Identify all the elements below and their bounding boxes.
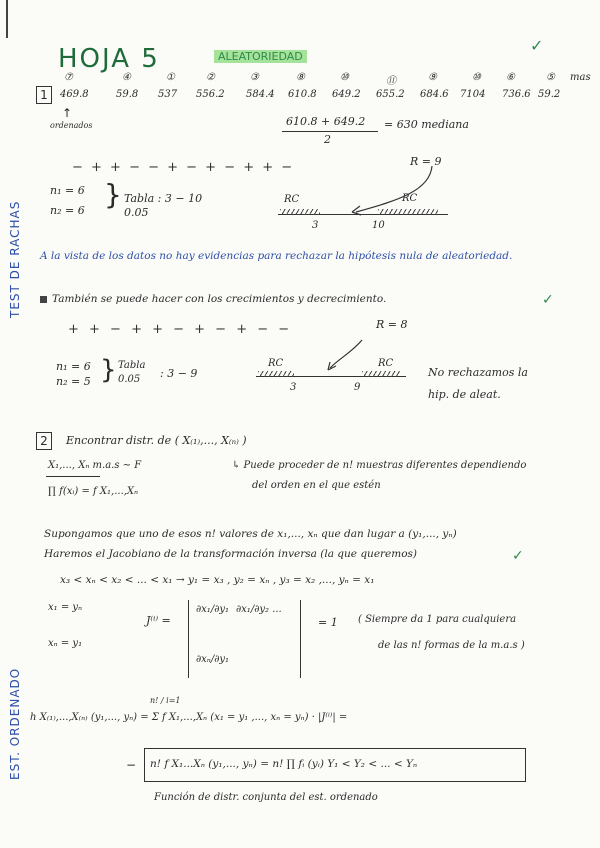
rank-label: ① (166, 72, 175, 83)
table-value: Tabla : 3 − 10 (124, 192, 203, 205)
jacobian-value: = 1 (318, 616, 338, 629)
result-caption: Función de distr. conjunta del est. ordenado (154, 792, 378, 803)
data-value: 556.2 (196, 89, 225, 100)
sample-line: X₁,..., Xₙ m.a.s ∼ F (48, 460, 142, 471)
axis-left-value: 3 (312, 220, 319, 231)
table-value-2: Tabla (118, 360, 146, 371)
data-value: 684.6 (420, 89, 449, 100)
intro-crecimientos: También se puede hacer con los crecimientos y decrecimiento. (52, 293, 387, 305)
para-line-1: Supongamos que uno de esos n! valores de x₁,..., xₙ que dan lugar a (y₁,..., yₙ) (44, 528, 457, 540)
rank-label: ④ (122, 72, 131, 83)
jacobian-right-bar (300, 600, 301, 678)
n1-value: n₁ = 6 (50, 184, 85, 197)
median-denominator: 2 (324, 133, 331, 146)
n2-value: n₂ = 6 (50, 204, 85, 217)
brace: } (104, 178, 122, 211)
rc-right-label: RC (402, 193, 418, 204)
arrow-up-icon: ↑ (62, 106, 73, 120)
sign-sequence-2: + + − + + − + − + − − (68, 322, 293, 337)
n2-value-2: n₂ = 5 (56, 375, 91, 388)
map-1: x₁ = yₙ (48, 602, 83, 613)
runs-count: R = 9 (410, 155, 442, 168)
rc-right-label-2: RC (378, 358, 394, 369)
jacobian-entry-11: ∂x₁/∂y₁ (196, 604, 230, 615)
runs-count-2: R = 8 (376, 318, 408, 331)
topic-highlight: ALEATORIEDAD (214, 50, 307, 63)
map-2: xₙ = y₁ (48, 638, 83, 649)
data-value: 649.2 (332, 89, 361, 100)
median-result: = 630 mediana (384, 118, 469, 131)
rank-label: ⑦ (64, 72, 73, 83)
page-title: HOJA 5 (58, 44, 160, 74)
data-value: 584.4 (246, 89, 275, 100)
jacobian-label: J⁽ⁱ⁾ = (146, 614, 171, 627)
h-formula: h X₍₁₎,...,X₍ₙ₎ (y₁,..., yₙ) = Σ f X₁,...,Xₙ (x₁ = y₁ ,..., xₙ = yₙ) · |J⁽ⁱ⁾| = (30, 712, 348, 723)
section2-heading: Encontrar distr. de ( X₍₁₎,..., X₍ₙ₎ ) (66, 434, 247, 447)
jacobian-left-bar (188, 600, 189, 678)
axis-left-value-2: 3 (290, 382, 297, 393)
data-value: 59.8 (116, 89, 139, 100)
ordered-label: ordenados (50, 121, 93, 130)
rank-label: ⑩ (472, 72, 481, 83)
transform-line: x₃ < xₙ < x₂ < ... < x₁ → y₁ = x₃ , y₂ = xₙ , y₃ = x₂ ,..., yₙ = x₁ (60, 574, 375, 586)
data-value: 610.8 (288, 89, 317, 100)
axis-right-value-2: 9 (354, 382, 361, 393)
data-value: 736.6 (502, 89, 531, 100)
rc-left-hatch-2 (258, 371, 294, 377)
conclusion-2b: hip. de aleat. (428, 388, 501, 401)
interval-2: : 3 − 9 (160, 367, 198, 380)
jacobian-note-2: de las n! formas de la m.a.s ) (378, 640, 525, 651)
jacobian-entry-12: ∂x₁/∂y₂ ... (236, 604, 282, 615)
conclusion-1: A la vista de los datos no hay evidencias para rechazar la hipótesis nula de aleatoriedad. (40, 250, 513, 262)
conclusion-2a: No rechazamos la (428, 366, 528, 379)
rc-left-label: RC (284, 194, 300, 205)
rank-label: ③ (250, 72, 259, 83)
sample-underline (46, 476, 100, 477)
rc-right-hatch-2 (362, 371, 400, 377)
boxed-result: n! f X₁...Xₙ (y₁,..., yₙ) = n! ∏ fᵢ (yᵢ) Y₁ < Y₂ < ... < Yₙ (150, 758, 418, 770)
rank-label: ⑨ (428, 72, 437, 83)
rank-label: ⑧ (296, 72, 305, 83)
rank-label: ② (206, 72, 215, 83)
rank-label: ⑩ (340, 72, 349, 83)
density-line: ∏ f(xᵢ) = f X₁,...,Xₙ (48, 486, 139, 497)
result-arrow-icon: − (126, 758, 137, 772)
rc-left-label-2: RC (268, 358, 284, 369)
side-label-rachas: TEST DE RACHAS (8, 200, 22, 318)
alpha-value: 0.05 (124, 206, 149, 219)
jacobian-entry-n1: ∂xₙ/∂y₁ (196, 654, 230, 665)
data-value: 469.8 (60, 89, 89, 100)
data-value: 655.2 (376, 89, 405, 100)
n1-value-2: n₁ = 6 (56, 360, 91, 373)
data-value: 7104 (460, 89, 486, 100)
check-mark-icon-3: ✓ (512, 548, 524, 564)
alpha-value-2: 0.05 (118, 374, 141, 385)
para-line-2: Haremos el Jacobiano de la transformación inversa (la que queremos) (44, 548, 418, 560)
rank-label: mas (570, 72, 591, 83)
side-label-ordenado: EST. ORDENADO (8, 667, 22, 780)
sum-limits: n! / i=1 (150, 696, 181, 705)
rank-label: ⑪ (386, 76, 396, 87)
check-mark-icon: ✓ (530, 36, 544, 55)
section-number-1: 1 (36, 86, 52, 104)
section-number-2: 2 (36, 432, 52, 450)
check-mark-icon-2: ✓ (542, 292, 554, 308)
median-numerator: 610.8 + 649.2 (286, 115, 366, 128)
data-value: 537 (158, 89, 178, 100)
brace-2: } (100, 355, 117, 385)
bullet-square-icon (40, 296, 47, 303)
note-line-1: ↳ Puede proceder de n! muestras diferentes dependiendo (232, 460, 527, 471)
sign-sequence: − + + − − + − + − + + − (72, 160, 295, 175)
note-line-2: del orden en el que estén (252, 480, 381, 491)
data-value: 59.2 (538, 89, 561, 100)
jacobian-note-1: ( Siempre da 1 para cualquiera (358, 614, 517, 625)
rank-label: ⑤ (546, 72, 555, 83)
rank-label: ⑥ (506, 72, 515, 83)
axis-right-value: 10 (372, 220, 385, 231)
